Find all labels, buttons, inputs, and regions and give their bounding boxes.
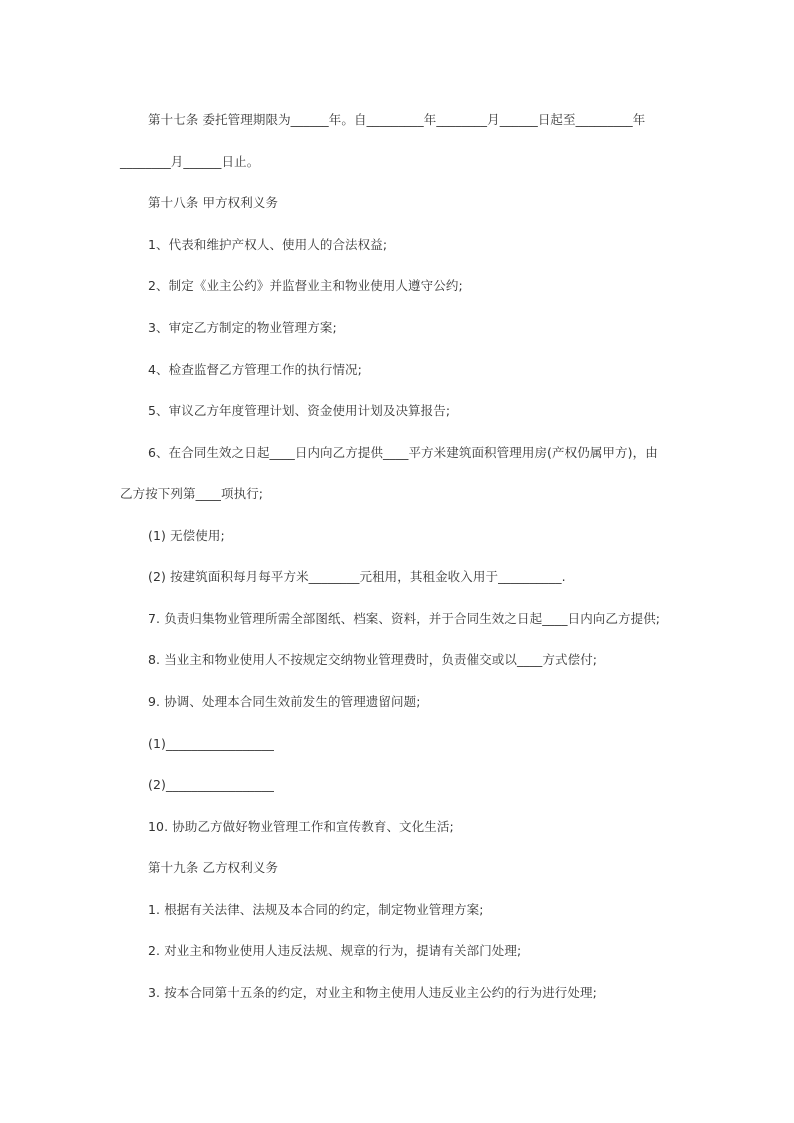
- party-a-item-7: 7. 负责归集物业管理所需全部图纸、档案、资料，并于合同生效之日起____日内向乙方提供;: [148, 611, 661, 626]
- party-a-item-4: 4、检查监督乙方管理工作的执行情况;: [148, 362, 362, 377]
- clause-17-term-line1: 第十七条 委托管理期限为______年。自_________年________月______日起至_________年: [148, 112, 646, 127]
- clause-19-heading: 第十九条 乙方权利义务: [148, 860, 279, 875]
- party-a-item-2: 2、制定《业主公约》并监督业主和物业使用人遵守公约;: [148, 278, 463, 293]
- party-b-item-1: 1. 根据有关法律、法规及本合同的约定，制定物业管理方案;: [148, 902, 484, 917]
- party-b-item-3: 3. 按本合同第十五条的约定，对业主和物主使用人违反业主公约的行为进行处理;: [148, 985, 597, 1000]
- item-6-option-1: (1) 无偿使用;: [148, 528, 225, 543]
- item-6-option-2: (2) 按建筑面积每月每平方米________元租用，其租金收入用于__________.: [148, 569, 566, 584]
- clause-17-term-line2: ________月______日止。: [120, 154, 260, 169]
- party-a-item-1: 1、代表和维护产权人、使用人的合法权益;: [148, 237, 388, 252]
- party-a-item-6-line2: 乙方按下列第____项执行;: [120, 486, 264, 501]
- party-a-item-6-line1: 6、在合同生效之日起____日内向乙方提供____平方米建筑面积管理用房(产权仍属甲方)，由: [148, 445, 658, 460]
- party-a-item-8: 8. 当业主和物业使用人不按规定交纳物业管理费时，负责催交或以____方式偿付;: [148, 652, 598, 667]
- party-b-item-2: 2. 对业主和物业使用人违反法规、规章的行为，提请有关部门处理;: [148, 943, 522, 958]
- clause-18-heading: 第十八条 甲方权利义务: [148, 195, 279, 210]
- party-a-item-9: 9. 协调、处理本合同生效前发生的管理遗留问题;: [148, 694, 421, 709]
- party-a-item-3: 3、审定乙方制定的物业管理方案;: [148, 320, 337, 335]
- item-9-subitem-1: (1)_________________: [148, 736, 274, 751]
- item-9-subitem-2: (2)_________________: [148, 777, 274, 792]
- party-a-item-5: 5、审议乙方年度管理计划、资金使用计划及决算报告;: [148, 403, 451, 418]
- party-a-item-10: 10. 协助乙方做好物业管理工作和宣传教育、文化生活;: [148, 819, 454, 834]
